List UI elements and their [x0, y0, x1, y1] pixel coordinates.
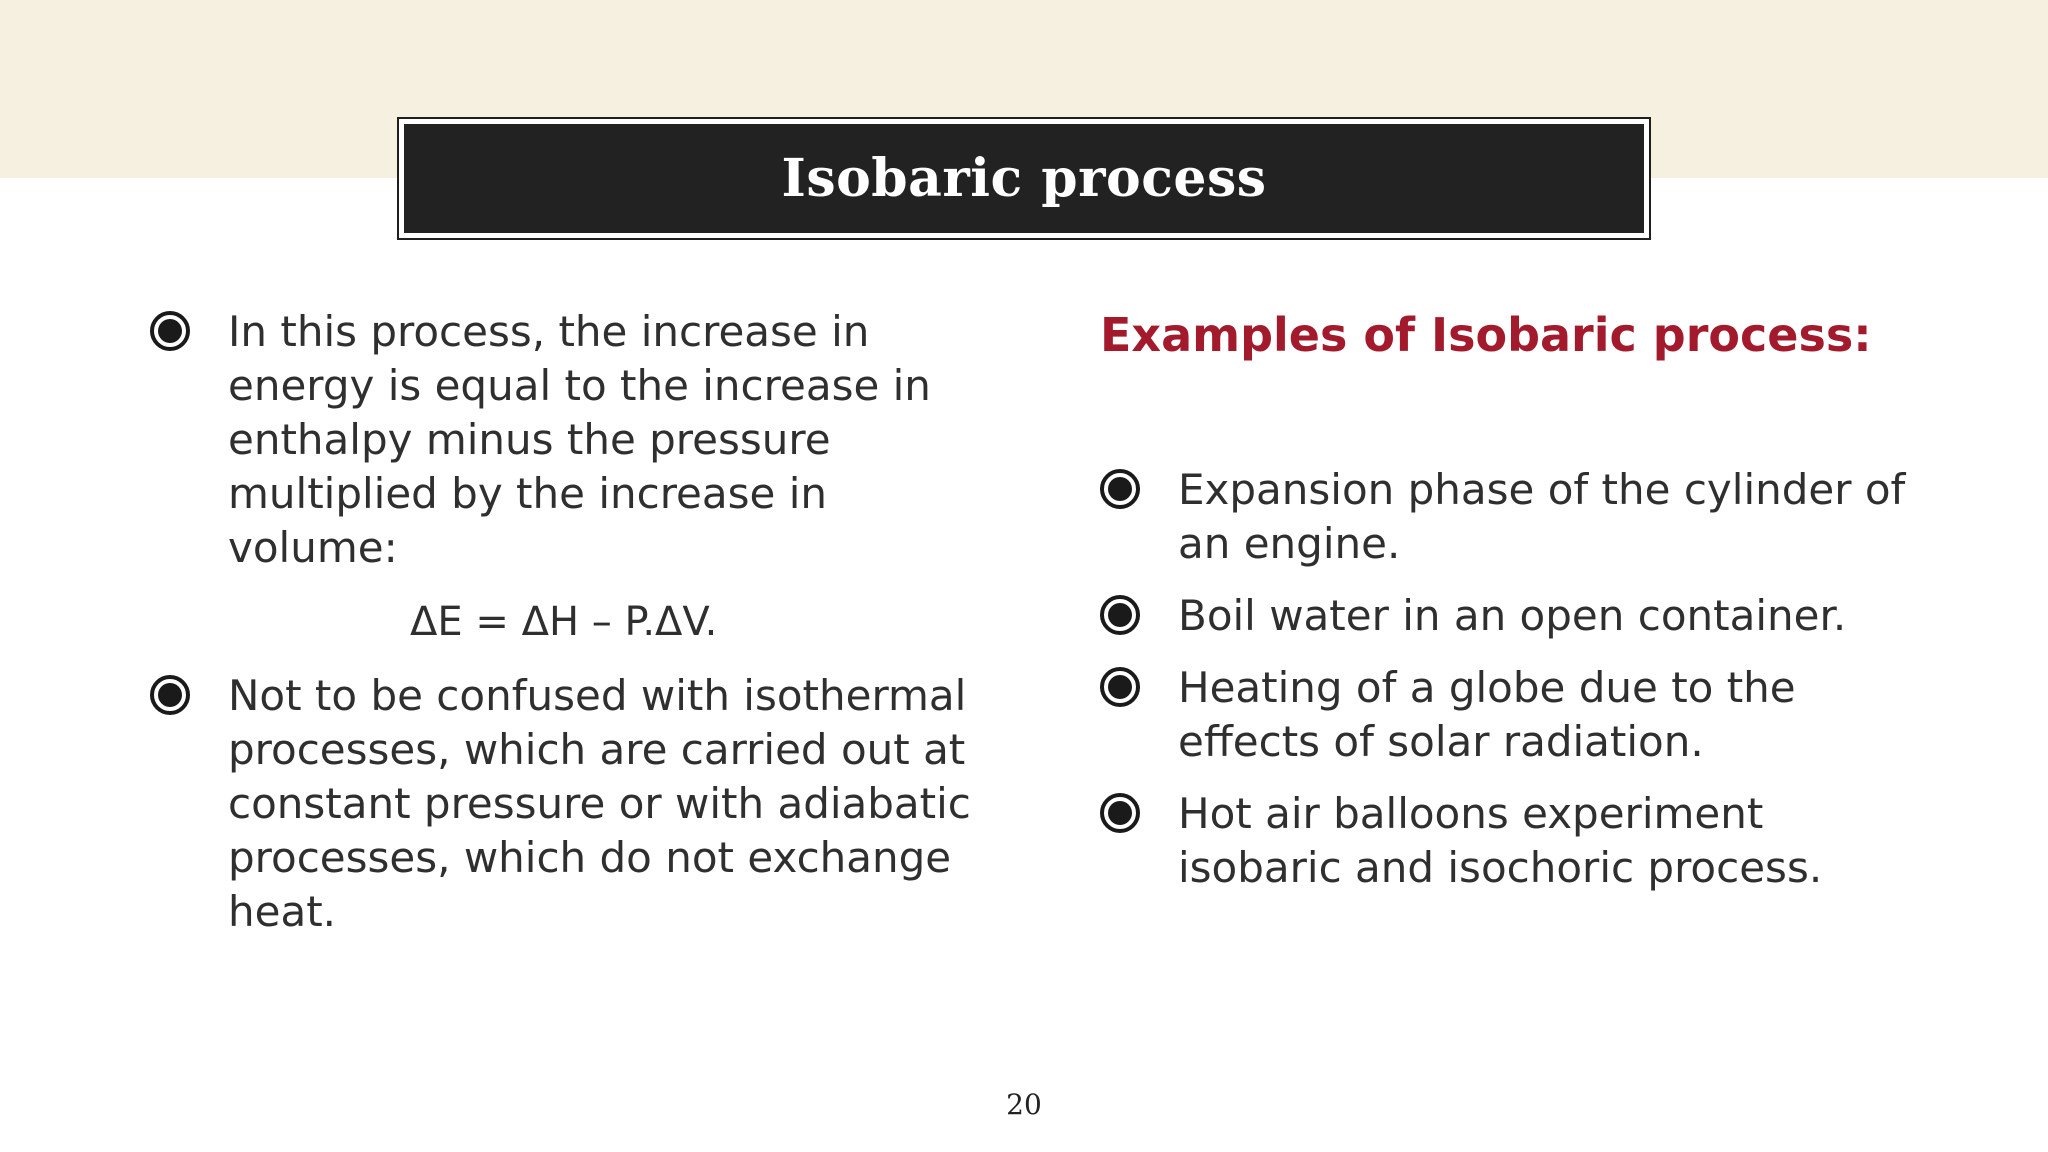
left-bullet-item [150, 305, 990, 575]
radio-bullet-icon [150, 311, 190, 351]
slide-title: Isobaric process [781, 148, 1267, 209]
enthalpy-formula: ΔE = ΔH – P.ΔV. [410, 599, 718, 645]
radio-bullet-icon [1100, 667, 1140, 707]
right-column [1100, 305, 1930, 913]
example-bullet-text: Hot air balloons experiment isobaric and isochoric process. [1178, 789, 1823, 892]
left-column [150, 305, 990, 939]
radio-bullet-icon [1100, 595, 1140, 635]
title-box [404, 124, 1644, 233]
radio-bullet-icon [1100, 469, 1140, 509]
example-bullet-item [1100, 463, 1930, 571]
left-bullet-item [150, 669, 990, 939]
example-bullet-item [1100, 589, 1930, 643]
example-bullet-text: Heating of a globe due to the effects of solar radiation. [1178, 663, 1796, 766]
title-frame [397, 117, 1651, 240]
example-bullet-text: Expansion phase of the cylinder of an engine. [1178, 465, 1906, 568]
left-bullet-text: In this process, the increase in energy is equal to the increase in enthalpy minus the pressure multiplied by the increase in volume: [228, 307, 931, 572]
example-bullet-item [1100, 787, 1930, 895]
radio-bullet-icon [150, 675, 190, 715]
radio-bullet-icon [1100, 793, 1140, 833]
example-bullet-text: Boil water in an open container. [1178, 591, 1847, 640]
examples-heading: Examples of Isobaric process: [1100, 308, 1872, 362]
left-bullet-text: Not to be confused with isothermal processes, which are carried out at constant pressure or with adiabatic processes, which do not exchange heat. [228, 671, 971, 936]
page-number: 20 [1006, 1088, 1042, 1121]
example-bullet-item [1100, 661, 1930, 769]
